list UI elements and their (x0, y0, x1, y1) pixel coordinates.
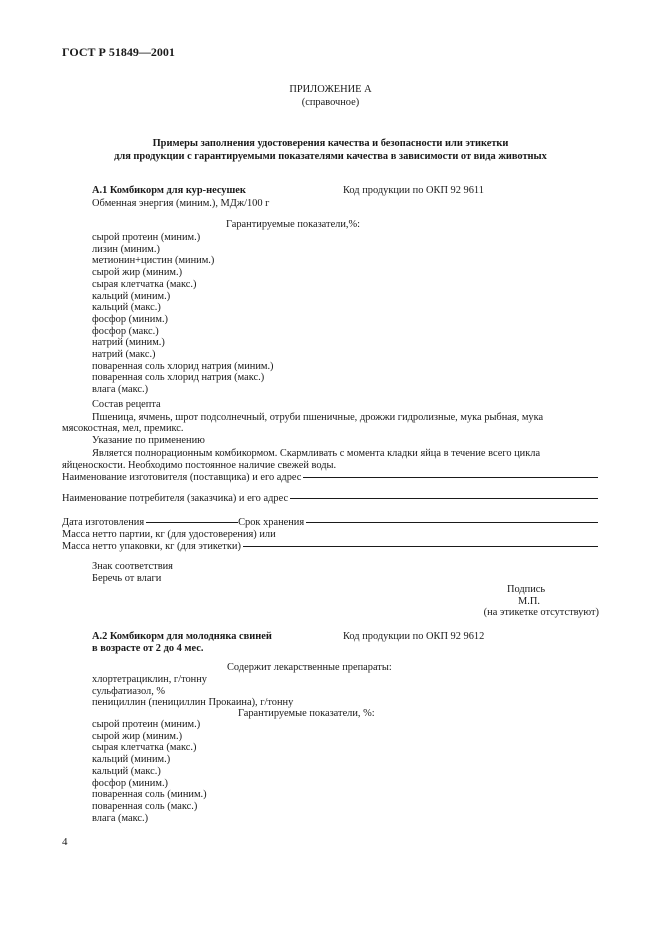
indicator-item: поваренная соль (миним.) (92, 789, 207, 801)
indicator-item: кальций (макс.) (92, 302, 161, 314)
section-a2-guaranteed: Гарантируемые показатели, %: (238, 708, 375, 719)
usage-label: Указание по применению (92, 435, 205, 446)
page-number: 4 (62, 836, 68, 848)
indicator-item: натрий (макс.) (92, 349, 156, 361)
usage-line-1: Является полнорационным комбикормом. Скармливать с момента кладки яйца в течение всего цикла (92, 448, 541, 459)
indicator-item: сырая клетчатка (макс.) (92, 742, 197, 754)
indicator-item: сырой протеин (миним.) (92, 719, 201, 730)
indicator-item: сырой жир (миним.) (92, 730, 183, 742)
heading-line-1: Примеры заполнения удостоверения качества и безопасности или этикетки (152, 138, 509, 149)
section-a2-indicator-list (92, 719, 207, 824)
indicator-item: метионин+цистин (миним.) (92, 255, 215, 267)
stamp-label: М.П. (518, 596, 540, 607)
dates-field (62, 517, 598, 529)
production-date-label: Дата изготовления (62, 517, 145, 528)
consumer-label: Наименование потребителя (заказчика) и его адрес (62, 493, 289, 504)
indicator-item: фосфор (миним.) (92, 313, 168, 325)
indicator-item: кальций (миним.) (92, 754, 171, 766)
net-package-field (62, 541, 598, 553)
contains-drugs-label: Содержит лекарственные препараты: (227, 662, 392, 673)
consumer-field (62, 493, 598, 505)
indicator-item: лизин (миним.) (92, 243, 160, 255)
shelf-life-label: Срок хранения (238, 517, 305, 528)
indicator-item: сырой протеин (миним.) (92, 232, 201, 243)
consumer-blank (290, 498, 598, 499)
drug-list (92, 674, 293, 709)
manufacturer-blank (303, 477, 598, 478)
usage-line-2: яйценоскости. Необходимо постоянное наличие свежей воды. (62, 460, 337, 471)
indicator-item: натрий (миним.) (92, 337, 165, 349)
section-a1-energy: Обменная энергия (миним.), МДж/100 г (92, 198, 270, 209)
indicator-item: кальций (миним.) (92, 290, 171, 302)
net-batch-label: Масса нетто партии, кг (для удостоверения) или (62, 529, 276, 540)
net-package-blank (243, 546, 598, 547)
drug-item: сульфатиазол, % (92, 685, 166, 697)
indicator-item: влага (макс.) (92, 812, 149, 824)
keep-dry-note: Беречь от влаги (92, 573, 162, 584)
conformity-mark: Знак соответствия (92, 561, 173, 572)
section-a2-code: Код продукции по ОКП 92 9612 (343, 631, 485, 642)
manufacturer-label: Наименование изготовителя (поставщика) и его адрес (62, 472, 302, 483)
standard-number: ГОСТ Р 51849—2001 (62, 45, 175, 59)
shelf-life-blank (306, 522, 598, 523)
recipe-line-1: Пшеница, ячмень, шрот подсолнечный, отруби пшеничные, дрожжи гидролизные, мука рыбная, мука (92, 412, 544, 423)
signature-label: Подпись (507, 584, 546, 595)
indicator-item: влага (макс.) (92, 384, 149, 396)
net-package-label: Масса нетто упаковки, кг (для этикетки) (62, 541, 241, 552)
section-a1-code: Код продукции по ОКП 92 9611 (343, 185, 484, 196)
section-a1-indicator-list (92, 232, 274, 396)
recipe-line-2: мясокостная, мел, премикс. (62, 423, 184, 434)
drug-item: хлортетрациклин, г/тонну (92, 674, 207, 685)
appendix-subtitle: (справочное) (301, 97, 360, 108)
heading-line-2: для продукции с гарантируемыми показателями качества в зависимости от вида животных (114, 151, 547, 162)
indicator-item: фосфор (макс.) (92, 325, 159, 337)
manufacturer-field (62, 472, 598, 484)
section-a2-title-line-2: в возрасте от 2 до 4 мес. (92, 643, 204, 654)
indicator-item: сырая клетчатка (макс.) (92, 278, 197, 290)
indicator-item: поваренная соль (макс.) (92, 800, 198, 812)
indicator-item: кальций (макс.) (92, 765, 161, 777)
label-note: (на этикетке отсутствуют) (483, 607, 599, 618)
indicator-item: поваренная соль хлорид натрия (миним.) (92, 360, 274, 372)
production-date-blank (146, 522, 238, 523)
appendix-title: ПРИЛОЖЕНИЕ А (289, 84, 372, 95)
section-a1-guaranteed: Гарантируемые показатели,%: (226, 219, 361, 230)
indicator-item: фосфор (миним.) (92, 777, 168, 789)
section-a1-title: А.1 Комбикорм для кур-несушек (92, 185, 246, 196)
drug-item: пенициллин (пенициллин Прокаина), г/тонну (92, 697, 294, 709)
recipe-label: Состав рецепта (92, 399, 161, 410)
section-a2-title-line-1: А.2 Комбикорм для молодняка свиней (92, 631, 272, 642)
indicator-item: поваренная соль хлорид натрия (макс.) (92, 372, 265, 384)
indicator-item: сырой жир (миним.) (92, 267, 183, 279)
